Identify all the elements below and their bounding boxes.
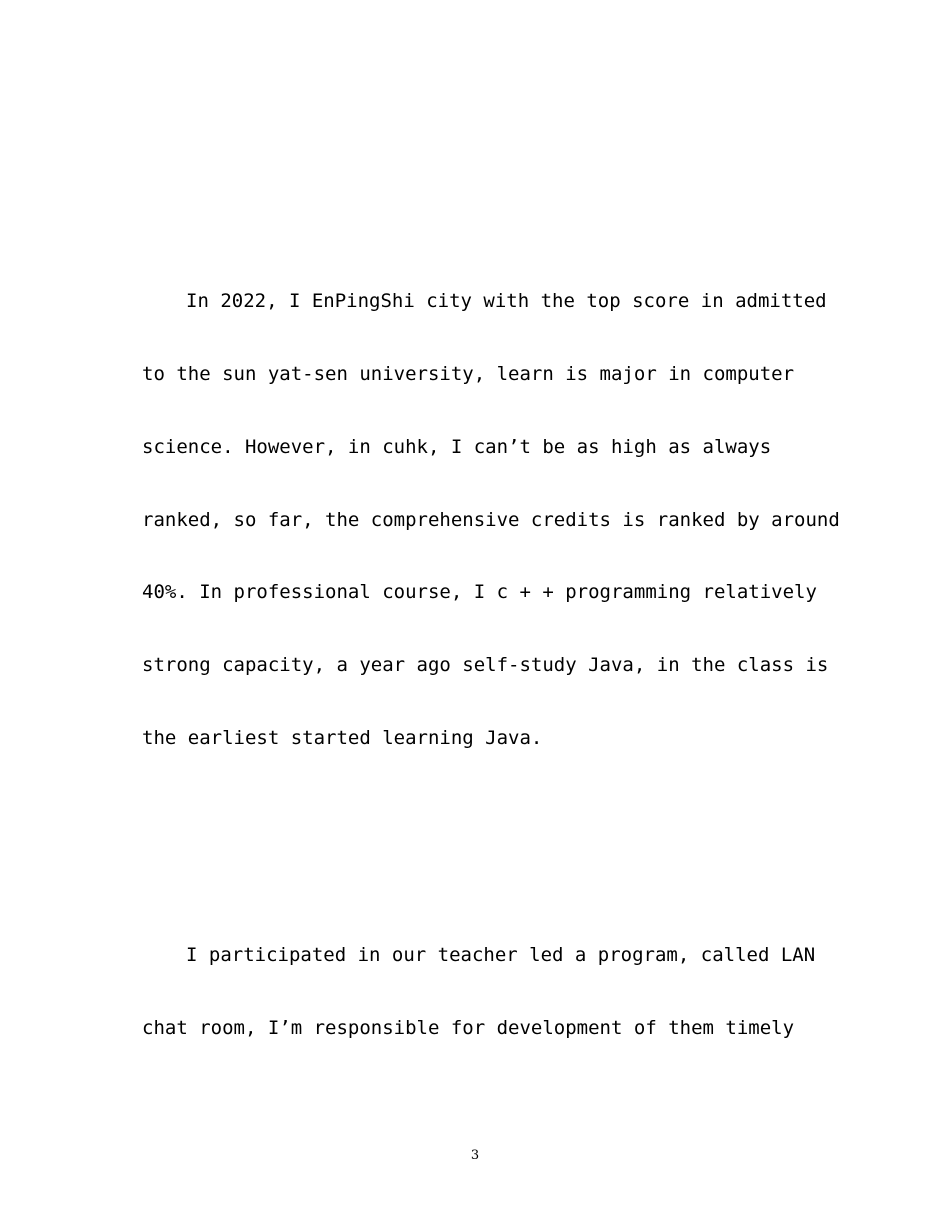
paragraph-line: In 2022, I EnPingShi city with the top score in admitted [186, 290, 827, 312]
paragraph-line: strong capacity, a year ago self-study Java, in the class is [142, 654, 829, 676]
paragraph-line: ranked, so far, the comprehensive credits is ranked by around [142, 509, 840, 531]
paragraph-line: to the sun yat-sen university, learn is major in computer [142, 363, 795, 385]
paragraph-line: 40%. In professional course, I c + + programming relatively [142, 581, 817, 603]
paragraph-line: the earliest started learning Java. [142, 727, 543, 749]
paragraph-line: science. However, in cuhk, I can’t be as high as always [142, 436, 772, 458]
paragraph-line: I participated in our teacher led a program, called LAN [186, 944, 816, 966]
paragraph-line: chat room, I’m responsible for development of them timely [142, 1017, 795, 1039]
page-number: 3 [470, 1148, 480, 1163]
